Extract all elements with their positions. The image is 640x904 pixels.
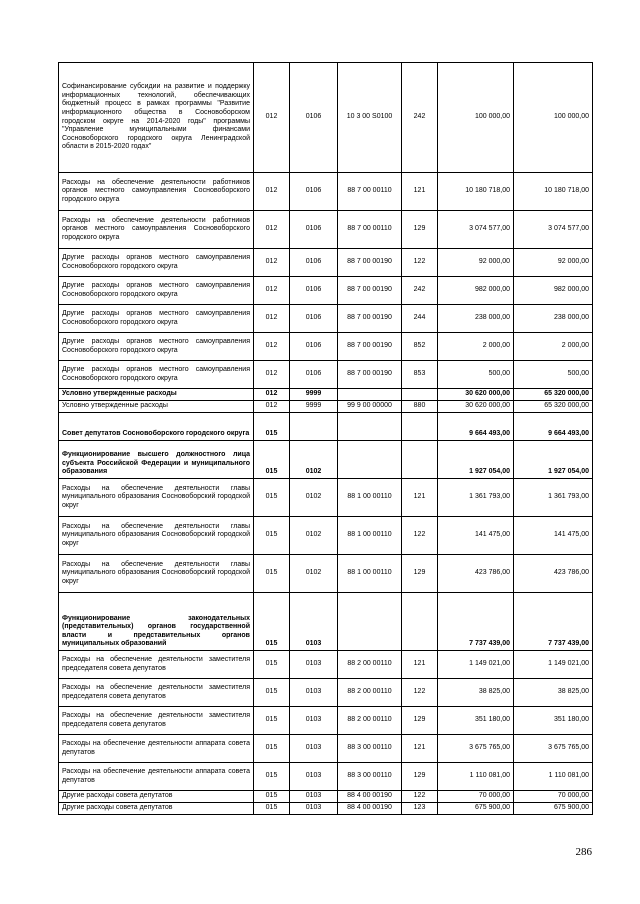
row-amount-year-1: 70 000,00 xyxy=(438,791,514,803)
row-section-code: 0106 xyxy=(290,249,338,277)
row-target-article: 88 7 00 00110 xyxy=(338,173,402,211)
row-grbs-code: 015 xyxy=(254,803,290,815)
row-expense-type: 242 xyxy=(402,63,438,173)
row-grbs-code: 015 xyxy=(254,679,290,707)
row-amount-year-2: 65 320 000,00 xyxy=(514,401,593,413)
row-section-code: 0103 xyxy=(290,679,338,707)
row-name: Другие расходы органов местного самоуправления Сосновоборского городского округа xyxy=(59,333,254,361)
table-row xyxy=(59,679,593,707)
row-expense-type: 121 xyxy=(402,735,438,763)
row-expense-type: 242 xyxy=(402,277,438,305)
row-expense-type: 129 xyxy=(402,763,438,791)
row-amount-year-2: 500,00 xyxy=(514,361,593,389)
row-section-code: 9999 xyxy=(290,389,338,401)
row-amount-year-2: 1 149 021,00 xyxy=(514,651,593,679)
row-amount-year-2: 7 737 439,00 xyxy=(514,593,593,651)
row-name: Расходы на обеспечение деятельности заместителя председателя совета депутатов xyxy=(59,679,254,707)
table-row xyxy=(59,277,593,305)
row-grbs-code: 012 xyxy=(254,211,290,249)
row-name: Расходы на обеспечение деятельности работников органов местного самоуправления Сосновоборского городского округа xyxy=(59,211,254,249)
table-row xyxy=(59,651,593,679)
row-amount-year-1: 100 000,00 xyxy=(438,63,514,173)
table-row xyxy=(59,361,593,389)
row-name: Функционирование высшего должностного лица субъекта Российской Федерации и муниципального образования xyxy=(59,441,254,479)
table-row xyxy=(59,763,593,791)
row-amount-year-1: 500,00 xyxy=(438,361,514,389)
row-grbs-code: 015 xyxy=(254,651,290,679)
row-section-code: 0102 xyxy=(290,479,338,517)
row-expense-type: 121 xyxy=(402,479,438,517)
row-name: Другие расходы совета депутатов xyxy=(59,803,254,815)
row-target-article: 88 7 00 00190 xyxy=(338,305,402,333)
row-section-code: 0103 xyxy=(290,803,338,815)
row-expense-type: 122 xyxy=(402,679,438,707)
row-amount-year-1: 675 900,00 xyxy=(438,803,514,815)
table-row xyxy=(59,441,593,479)
row-expense-type: 122 xyxy=(402,249,438,277)
table-row xyxy=(59,735,593,763)
budget-table xyxy=(58,62,593,815)
table-row xyxy=(59,555,593,593)
row-target-article: 88 7 00 00190 xyxy=(338,249,402,277)
row-target-article: 88 2 00 00110 xyxy=(338,651,402,679)
row-expense-type: 129 xyxy=(402,211,438,249)
row-amount-year-1: 423 786,00 xyxy=(438,555,514,593)
row-name: Расходы на обеспечение деятельности заместителя председателя совета депутатов xyxy=(59,707,254,735)
table-row xyxy=(59,63,593,173)
row-grbs-code: 012 xyxy=(254,63,290,173)
row-amount-year-1: 141 475,00 xyxy=(438,517,514,555)
row-target-article: 88 2 00 00110 xyxy=(338,679,402,707)
row-amount-year-2: 70 000,00 xyxy=(514,791,593,803)
row-grbs-code: 015 xyxy=(254,555,290,593)
row-amount-year-1: 1 361 793,00 xyxy=(438,479,514,517)
row-amount-year-2: 92 000,00 xyxy=(514,249,593,277)
row-amount-year-1: 92 000,00 xyxy=(438,249,514,277)
row-grbs-code: 012 xyxy=(254,361,290,389)
row-section-code: 0103 xyxy=(290,593,338,651)
row-expense-type: 852 xyxy=(402,333,438,361)
table-row xyxy=(59,707,593,735)
row-grbs-code: 012 xyxy=(254,389,290,401)
row-name: Другие расходы совета депутатов xyxy=(59,791,254,803)
row-expense-type: 123 xyxy=(402,803,438,815)
table-row xyxy=(59,173,593,211)
row-grbs-code: 012 xyxy=(254,305,290,333)
row-section-code: 0103 xyxy=(290,791,338,803)
row-amount-year-1: 38 825,00 xyxy=(438,679,514,707)
table-row xyxy=(59,333,593,361)
row-amount-year-1: 1 110 081,00 xyxy=(438,763,514,791)
table-row xyxy=(59,791,593,803)
row-expense-type xyxy=(402,389,438,401)
row-amount-year-2: 65 320 000,00 xyxy=(514,389,593,401)
row-section-code: 0103 xyxy=(290,735,338,763)
row-amount-year-1: 7 737 439,00 xyxy=(438,593,514,651)
row-expense-type: 122 xyxy=(402,791,438,803)
row-target-article xyxy=(338,413,402,441)
row-amount-year-2: 675 900,00 xyxy=(514,803,593,815)
row-name: Расходы на обеспечение деятельности главы муниципального образования Сосновоборский городской округ xyxy=(59,517,254,555)
row-grbs-code: 015 xyxy=(254,479,290,517)
row-section-code: 0102 xyxy=(290,517,338,555)
row-amount-year-1: 1 927 054,00 xyxy=(438,441,514,479)
row-name: Функционирование законодательных (представительных) органов государственной власти и представительных органов муниципальных образований xyxy=(59,593,254,651)
row-target-article: 88 4 00 00190 xyxy=(338,803,402,815)
row-amount-year-1: 30 620 000,00 xyxy=(438,401,514,413)
row-section-code: 0103 xyxy=(290,707,338,735)
table-row xyxy=(59,593,593,651)
row-grbs-code: 015 xyxy=(254,707,290,735)
row-amount-year-1: 238 000,00 xyxy=(438,305,514,333)
row-amount-year-1: 1 149 021,00 xyxy=(438,651,514,679)
row-amount-year-2: 1 110 081,00 xyxy=(514,763,593,791)
table-row xyxy=(59,305,593,333)
row-grbs-code: 012 xyxy=(254,249,290,277)
row-amount-year-2: 1 927 054,00 xyxy=(514,441,593,479)
row-amount-year-2: 9 664 493,00 xyxy=(514,413,593,441)
row-target-article xyxy=(338,593,402,651)
row-amount-year-2: 3 675 765,00 xyxy=(514,735,593,763)
row-grbs-code: 015 xyxy=(254,735,290,763)
row-target-article: 88 7 00 00110 xyxy=(338,211,402,249)
row-expense-type: 129 xyxy=(402,707,438,735)
row-target-article: 88 1 00 00110 xyxy=(338,517,402,555)
row-amount-year-1: 351 180,00 xyxy=(438,707,514,735)
row-grbs-code: 015 xyxy=(254,763,290,791)
row-section-code: 0106 xyxy=(290,333,338,361)
row-amount-year-2: 38 825,00 xyxy=(514,679,593,707)
row-section-code xyxy=(290,413,338,441)
row-name: Условно утвержденные расходы xyxy=(59,401,254,413)
row-target-article xyxy=(338,441,402,479)
row-name: Другие расходы органов местного самоуправления Сосновоборского городского округа xyxy=(59,305,254,333)
row-target-article: 88 3 00 00110 xyxy=(338,763,402,791)
row-section-code: 9999 xyxy=(290,401,338,413)
row-section-code: 0106 xyxy=(290,63,338,173)
row-amount-year-1: 30 620 000,00 xyxy=(438,389,514,401)
row-amount-year-2: 3 074 577,00 xyxy=(514,211,593,249)
row-name: Расходы на обеспечение деятельности работников органов местного самоуправления Сосновоборского городского округа xyxy=(59,173,254,211)
row-target-article: 88 1 00 00110 xyxy=(338,479,402,517)
row-amount-year-2: 1 361 793,00 xyxy=(514,479,593,517)
row-amount-year-1: 2 000,00 xyxy=(438,333,514,361)
table-row xyxy=(59,803,593,815)
row-grbs-code: 015 xyxy=(254,517,290,555)
row-amount-year-1: 9 664 493,00 xyxy=(438,413,514,441)
row-expense-type xyxy=(402,593,438,651)
row-amount-year-2: 982 000,00 xyxy=(514,277,593,305)
row-expense-type: 121 xyxy=(402,173,438,211)
row-section-code: 0106 xyxy=(290,211,338,249)
table-row xyxy=(59,479,593,517)
row-name: Совет депутатов Сосновоборского городского округа xyxy=(59,413,254,441)
row-name: Расходы на обеспечение деятельности аппарата совета депутатов xyxy=(59,735,254,763)
row-amount-year-1: 3 074 577,00 xyxy=(438,211,514,249)
row-section-code: 0106 xyxy=(290,361,338,389)
row-expense-type: 122 xyxy=(402,517,438,555)
row-amount-year-1: 3 675 765,00 xyxy=(438,735,514,763)
row-amount-year-2: 10 180 718,00 xyxy=(514,173,593,211)
row-target-article: 10 3 00 S0100 xyxy=(338,63,402,173)
row-expense-type xyxy=(402,413,438,441)
row-amount-year-2: 141 475,00 xyxy=(514,517,593,555)
row-name: Другие расходы органов местного самоуправления Сосновоборского городского округа xyxy=(59,249,254,277)
row-expense-type: 129 xyxy=(402,555,438,593)
row-expense-type: 880 xyxy=(402,401,438,413)
row-expense-type xyxy=(402,441,438,479)
row-target-article: 88 3 00 00110 xyxy=(338,735,402,763)
row-amount-year-1: 982 000,00 xyxy=(438,277,514,305)
row-name: Софинансирование субсидии на развитие и поддержку информационных технологий, обеспечивающих бюджетный процесс в рамках программы "Развитие информационного общества в Сосновоборском городском округе на 2014-2020 годы" программы "Управление муниципальными финансами Сосновоборского городского округа Ленинградской области в 2015-2020 годах" xyxy=(59,63,254,173)
row-grbs-code: 012 xyxy=(254,277,290,305)
page-number: 286 xyxy=(575,846,592,858)
row-amount-year-2: 100 000,00 xyxy=(514,63,593,173)
row-target-article: 88 2 00 00110 xyxy=(338,707,402,735)
row-expense-type: 853 xyxy=(402,361,438,389)
row-grbs-code: 012 xyxy=(254,401,290,413)
row-section-code: 0103 xyxy=(290,651,338,679)
table-row xyxy=(59,249,593,277)
row-target-article xyxy=(338,389,402,401)
row-target-article: 88 7 00 00190 xyxy=(338,361,402,389)
row-amount-year-1: 10 180 718,00 xyxy=(438,173,514,211)
row-name: Расходы на обеспечение деятельности заместителя председателя совета депутатов xyxy=(59,651,254,679)
row-target-article: 88 7 00 00190 xyxy=(338,333,402,361)
row-grbs-code: 015 xyxy=(254,413,290,441)
row-grbs-code: 015 xyxy=(254,593,290,651)
row-name: Расходы на обеспечение деятельности аппарата совета депутатов xyxy=(59,763,254,791)
row-section-code: 0102 xyxy=(290,555,338,593)
table-row xyxy=(59,517,593,555)
row-amount-year-2: 2 000,00 xyxy=(514,333,593,361)
row-grbs-code: 015 xyxy=(254,791,290,803)
row-target-article: 88 4 00 00190 xyxy=(338,791,402,803)
row-name: Расходы на обеспечение деятельности главы муниципального образования Сосновоборский городской округ xyxy=(59,479,254,517)
row-target-article: 88 1 00 00110 xyxy=(338,555,402,593)
table-row xyxy=(59,413,593,441)
table-row xyxy=(59,211,593,249)
row-section-code: 0103 xyxy=(290,763,338,791)
row-expense-type: 121 xyxy=(402,651,438,679)
row-amount-year-2: 423 786,00 xyxy=(514,555,593,593)
row-amount-year-2: 238 000,00 xyxy=(514,305,593,333)
row-section-code: 0106 xyxy=(290,305,338,333)
row-grbs-code: 012 xyxy=(254,173,290,211)
row-section-code: 0106 xyxy=(290,277,338,305)
table-row xyxy=(59,401,593,413)
row-name: Условно утвержденные расходы xyxy=(59,389,254,401)
row-expense-type: 244 xyxy=(402,305,438,333)
row-name: Другие расходы органов местного самоуправления Сосновоборского городского округа xyxy=(59,277,254,305)
row-target-article: 88 7 00 00190 xyxy=(338,277,402,305)
table-row xyxy=(59,389,593,401)
row-amount-year-2: 351 180,00 xyxy=(514,707,593,735)
row-target-article: 99 9 00 00000 xyxy=(338,401,402,413)
row-section-code: 0102 xyxy=(290,441,338,479)
row-grbs-code: 012 xyxy=(254,333,290,361)
row-section-code: 0106 xyxy=(290,173,338,211)
row-name: Другие расходы органов местного самоуправления Сосновоборского городского округа xyxy=(59,361,254,389)
row-name: Расходы на обеспечение деятельности главы муниципального образования Сосновоборский городской округ xyxy=(59,555,254,593)
row-grbs-code: 015 xyxy=(254,441,290,479)
